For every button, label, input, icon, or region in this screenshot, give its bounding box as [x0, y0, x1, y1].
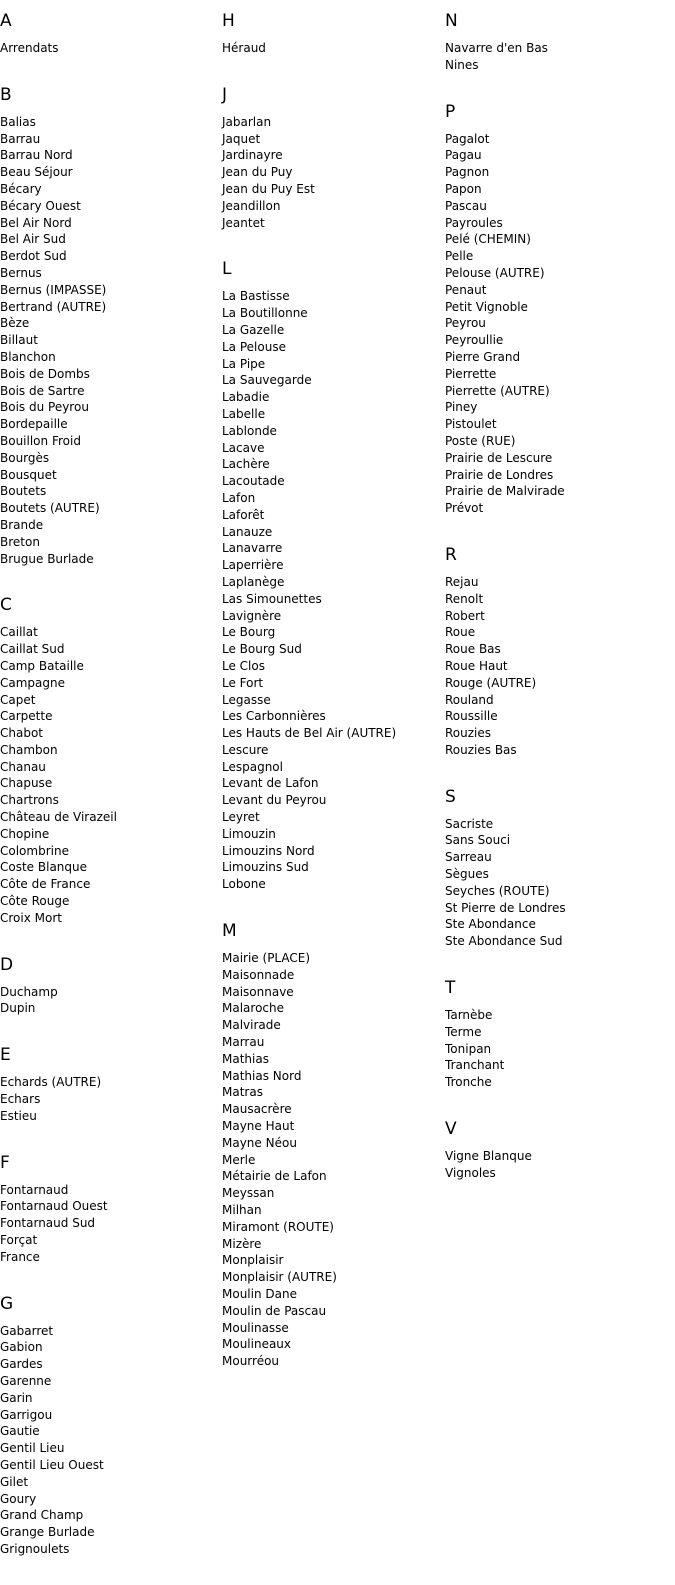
street-link[interactable]: Balias — [0, 114, 36, 129]
street-link[interactable]: Billaut — [0, 333, 38, 348]
street-link[interactable]: Chopine — [0, 826, 50, 841]
letter-section — [222, 258, 444, 893]
street-list — [222, 114, 444, 232]
letter-section — [445, 10, 667, 74]
street-link[interactable]: France — [0, 1249, 40, 1264]
street-link[interactable]: Mayne Néou — [222, 1135, 297, 1150]
street-link[interactable]: La Boutillonne — [222, 306, 308, 321]
street-list — [445, 574, 667, 759]
street-link[interactable]: Piney — [445, 400, 478, 415]
letter-section — [0, 1044, 222, 1124]
street-link[interactable]: Gabion — [0, 1340, 43, 1355]
street-link[interactable]: Château de Virazeil — [0, 810, 117, 825]
street-link[interactable]: Laforêt — [222, 507, 265, 522]
street-link[interactable]: Las Simounettes — [222, 591, 322, 606]
street-link[interactable]: Moulin de Pascau — [222, 1303, 327, 1318]
street-link[interactable]: Moulineaux — [222, 1337, 292, 1352]
street-list — [445, 131, 667, 517]
street-link[interactable]: Bousquet — [0, 467, 57, 482]
street-link[interactable]: Prévot — [445, 501, 484, 516]
letter-section — [445, 1118, 667, 1182]
street-link[interactable]: Bécary Ouest — [0, 198, 81, 213]
street-link[interactable]: Gautie — [0, 1424, 40, 1439]
street-link[interactable]: Miramont (ROUTE) — [222, 1219, 334, 1234]
street-link[interactable]: Tarnèbe — [445, 1008, 493, 1023]
street-link[interactable]: Tonipan — [445, 1041, 492, 1056]
street-link[interactable]: Sègues — [445, 867, 489, 882]
street-link[interactable]: Roue — [445, 625, 476, 640]
street-link[interactable]: Jean du Puy Est — [222, 181, 315, 196]
street-link[interactable]: Gentil Lieu — [0, 1441, 65, 1456]
letter-heading: T — [445, 978, 456, 999]
street-link[interactable]: Chapuse — [0, 776, 53, 791]
street-link[interactable]: Barrau — [0, 131, 41, 146]
street-link[interactable]: Boutets — [0, 484, 47, 499]
street-link[interactable]: Brande — [0, 517, 44, 532]
street-link[interactable]: La Sauvegarde — [222, 373, 312, 388]
street-link[interactable]: Pagnon — [445, 165, 490, 180]
street-list — [0, 40, 222, 57]
street-link[interactable]: Garrigou — [0, 1407, 53, 1422]
street-link[interactable]: Bois de Sartre — [0, 383, 85, 398]
street-link[interactable]: Fontarnaud Sud — [0, 1216, 96, 1231]
street-link[interactable]: Pelouse (AUTRE) — [445, 265, 545, 280]
street-link[interactable]: Lachère — [222, 457, 270, 472]
letter-section — [222, 84, 444, 232]
street-link[interactable]: Grange Burlade — [0, 1525, 95, 1540]
street-link[interactable]: Levant de Lafon — [222, 776, 319, 791]
street-link[interactable]: Rouge (AUTRE) — [445, 675, 537, 690]
letter-heading: A — [0, 11, 12, 31]
street-list — [222, 288, 444, 893]
street-link[interactable]: Bois de Dombs — [0, 366, 90, 381]
street-link[interactable]: Lafon — [222, 490, 256, 505]
street-link[interactable]: Mausacrère — [222, 1102, 292, 1117]
street-link[interactable]: La Gazelle — [222, 322, 285, 337]
street-link[interactable]: Pagau — [445, 148, 482, 163]
street-link[interactable]: Echars — [0, 1092, 41, 1107]
street-link[interactable]: Bouillon Froid — [0, 433, 81, 448]
street-list — [445, 40, 667, 74]
street-link[interactable]: Limouzin — [222, 826, 276, 841]
street-link[interactable]: Fontarnaud — [0, 1182, 69, 1197]
street-link[interactable]: Les Hauts de Bel Air (AUTRE) — [222, 726, 397, 741]
street-link[interactable]: Vignoles — [445, 1165, 496, 1180]
letter-section — [0, 84, 222, 568]
street-list — [0, 1182, 222, 1266]
street-link[interactable]: Lanauze — [222, 524, 273, 539]
street-link[interactable]: Le Clos — [222, 658, 265, 673]
street-link[interactable]: Rejau — [445, 574, 479, 589]
letter-heading: B — [0, 84, 12, 105]
street-link[interactable]: Terme — [445, 1024, 482, 1039]
street-link[interactable]: Ste Abondance Sud — [445, 934, 563, 949]
street-link[interactable]: Chambon — [0, 742, 58, 757]
street-link[interactable]: Arrendats — [0, 41, 59, 55]
street-link[interactable]: Chabot — [0, 726, 44, 741]
street-link[interactable]: Rouzies Bas — [445, 742, 517, 757]
street-link[interactable]: Merle — [222, 1152, 256, 1167]
street-link[interactable]: Estieu — [0, 1108, 37, 1123]
street-link[interactable]: Pierrette — [445, 366, 497, 381]
street-list — [445, 816, 667, 950]
letter-heading: E — [0, 1045, 11, 1066]
street-link[interactable]: Breton — [0, 534, 40, 549]
street-link[interactable]: Fontarnaud Ouest — [0, 1199, 108, 1214]
street-link[interactable]: Tronche — [445, 1075, 492, 1090]
street-link[interactable]: Beau Séjour — [0, 165, 73, 180]
street-link[interactable]: Pierre Grand — [445, 349, 521, 364]
street-link[interactable]: Lacoutade — [222, 474, 285, 489]
street-link[interactable]: Bourgès — [0, 450, 50, 465]
letter-heading: D — [0, 954, 14, 975]
street-link[interactable]: Maisonnade — [222, 967, 295, 982]
street-link[interactable]: Jaquet — [222, 131, 261, 146]
street-link[interactable]: Jeandillon — [222, 198, 281, 213]
letter-section — [445, 786, 667, 950]
street-link[interactable]: Bel Air Sud — [0, 232, 66, 247]
street-link[interactable]: Chanau — [0, 759, 46, 774]
street-link[interactable]: Lespagnol — [222, 759, 283, 774]
street-link[interactable]: Croix Mort — [0, 910, 62, 925]
street-link[interactable]: Mourréou — [222, 1354, 280, 1369]
street-link[interactable]: Forçat — [0, 1233, 38, 1248]
street-link[interactable]: Bordepaille — [0, 417, 68, 432]
letter-heading: R — [445, 544, 457, 565]
letter-heading: N — [445, 11, 458, 31]
street-link[interactable]: Nines — [445, 57, 479, 72]
street-link[interactable]: Matras — [222, 1085, 263, 1100]
street-list — [0, 1074, 222, 1124]
letter-section — [0, 594, 222, 926]
street-link[interactable]: Sacriste — [445, 816, 494, 831]
street-link[interactable]: Côte de France — [0, 877, 91, 892]
index-column — [0, 10, 222, 1585]
street-link[interactable]: Les Carbonnières — [222, 709, 326, 724]
street-link[interactable]: Sans Souci — [445, 833, 511, 848]
street-link[interactable]: Lablonde — [222, 423, 277, 438]
letter-section — [222, 920, 444, 1370]
street-link[interactable]: Peyroullie — [445, 333, 504, 348]
street-link[interactable]: Monplaisir — [222, 1253, 284, 1268]
street-link[interactable]: Lavignère — [222, 608, 282, 623]
street-link[interactable]: Grand Champ — [0, 1508, 84, 1523]
street-link[interactable]: Echards (AUTRE) — [0, 1075, 102, 1090]
letter-heading: G — [0, 1293, 14, 1314]
street-link[interactable]: Vigne Blanque — [445, 1149, 532, 1164]
street-link[interactable]: Lanavarre — [222, 541, 283, 556]
letter-section — [0, 1152, 222, 1266]
street-link[interactable]: Rouzies — [445, 726, 492, 741]
street-link[interactable]: Papon — [445, 181, 482, 196]
street-link[interactable]: Roussille — [445, 709, 498, 724]
street-link[interactable]: Marrau — [222, 1035, 265, 1050]
street-link[interactable]: Héraud — [222, 41, 266, 55]
street-link[interactable]: La Pipe — [222, 356, 266, 371]
street-link[interactable]: Meyssan — [222, 1186, 275, 1201]
street-link[interactable]: Caillat Sud — [0, 642, 65, 657]
street-link[interactable]: Bernus (IMPASSE) — [0, 282, 107, 297]
index-column — [445, 10, 667, 1209]
street-link[interactable]: Gabarret — [0, 1323, 54, 1338]
letter-heading: J — [222, 84, 228, 105]
street-link[interactable]: Peyrou — [445, 316, 486, 331]
street-link[interactable]: Boutets (AUTRE) — [0, 501, 100, 516]
street-link[interactable]: Pistoulet — [445, 417, 497, 432]
street-link[interactable]: Pelé (CHEMIN) — [445, 232, 531, 247]
street-link[interactable]: Blanchon — [0, 349, 56, 364]
street-link[interactable]: Chartrons — [0, 793, 59, 808]
street-link[interactable]: Maisonnave — [222, 984, 294, 999]
street-link[interactable]: Bernus — [0, 265, 42, 280]
street-link[interactable]: Legasse — [222, 692, 271, 707]
letter-heading: V — [445, 1119, 457, 1140]
street-link[interactable]: Mathias — [222, 1051, 269, 1066]
street-link[interactable]: Roue Haut — [445, 658, 508, 673]
street-link[interactable]: Bécary — [0, 181, 42, 196]
street-link[interactable]: Bois du Peyrou — [0, 400, 89, 415]
street-link[interactable]: Goury — [0, 1491, 37, 1506]
street-link[interactable]: Payroules — [445, 215, 503, 230]
street-link[interactable]: Pagalot — [445, 131, 490, 146]
street-link[interactable]: St Pierre de Londres — [445, 900, 566, 915]
street-link[interactable]: Barrau Nord — [0, 148, 73, 163]
street-link[interactable]: Laplanège — [222, 574, 285, 589]
street-link[interactable]: Coste Blanque — [0, 860, 88, 875]
street-link[interactable]: Capet — [0, 692, 36, 707]
street-link[interactable]: La Bastisse — [222, 289, 290, 304]
street-link[interactable]: Seyches (ROUTE) — [445, 883, 550, 898]
street-link[interactable]: Malaroche — [222, 1001, 284, 1016]
street-link[interactable]: Monplaisir (AUTRE) — [222, 1270, 337, 1285]
street-link[interactable]: Prairie de Malvirade — [445, 484, 565, 499]
street-link[interactable]: Milhan — [222, 1203, 262, 1218]
street-link[interactable]: Mairie (PLACE) — [222, 951, 311, 966]
street-link[interactable]: Garenne — [0, 1374, 52, 1389]
street-list — [222, 950, 444, 1370]
street-link[interactable]: Labelle — [222, 406, 266, 421]
letter-heading: S — [445, 786, 456, 807]
street-link[interactable]: Bel Air Nord — [0, 215, 72, 230]
street-link[interactable]: Jeantet — [222, 215, 265, 230]
street-link[interactable]: Duchamp — [0, 984, 58, 999]
street-link[interactable]: Petit Vignoble — [445, 299, 528, 314]
letter-heading: F — [0, 1152, 10, 1173]
street-link[interactable]: Rouland — [445, 692, 494, 707]
street-link[interactable]: Gentil Lieu Ouest — [0, 1458, 104, 1472]
street-link[interactable]: Prairie de Londres — [445, 467, 554, 482]
street-link[interactable]: Tranchant — [445, 1058, 505, 1073]
street-link[interactable]: Jardinayre — [222, 148, 283, 163]
letter-section — [445, 544, 667, 759]
street-link[interactable]: Lacave — [222, 440, 265, 455]
street-link[interactable]: Ste Abondance — [445, 917, 536, 932]
letter-heading: C — [0, 595, 12, 616]
letter-section — [0, 10, 222, 57]
street-link[interactable]: Pascau — [445, 198, 487, 213]
street-link[interactable]: Gardes — [0, 1357, 43, 1372]
street-link[interactable]: Mathias Nord — [222, 1068, 302, 1083]
street-link[interactable]: Côte Rouge — [0, 894, 70, 909]
street-link[interactable]: Colombrine — [0, 843, 69, 858]
street-link[interactable]: Mizère — [222, 1236, 262, 1251]
street-link[interactable]: Grignoulets — [0, 1541, 70, 1556]
street-link[interactable]: Gilet — [0, 1474, 29, 1489]
letter-section — [222, 10, 444, 57]
street-list — [222, 40, 444, 57]
street-link[interactable]: Bèze — [0, 316, 30, 331]
street-link[interactable]: Métairie de Lafon — [222, 1169, 327, 1184]
index-column — [222, 10, 444, 1397]
street-link[interactable]: Bertrand (AUTRE) — [0, 299, 107, 314]
street-list — [445, 1007, 667, 1091]
street-link[interactable]: Camp Bataille — [0, 658, 84, 673]
street-link[interactable]: Le Bourg — [222, 625, 276, 640]
letter-section — [0, 1293, 222, 1558]
letter-section — [445, 101, 667, 517]
street-link[interactable]: Campagne — [0, 675, 65, 690]
street-list — [0, 624, 222, 926]
street-link[interactable]: Poste (RUE) — [445, 433, 516, 448]
street-list — [445, 1148, 667, 1182]
letter-heading: L — [222, 259, 232, 280]
street-link[interactable]: Robert — [445, 608, 485, 623]
street-link[interactable]: Leyret — [222, 810, 260, 825]
street-link[interactable]: Sarreau — [445, 850, 492, 865]
street-link[interactable]: Berdot Sud — [0, 249, 67, 264]
letter-heading: P — [445, 101, 456, 122]
street-link[interactable]: Carpette — [0, 709, 53, 724]
letter-section — [0, 954, 222, 1018]
street-link[interactable]: Jean du Puy — [222, 165, 293, 180]
street-link[interactable]: Pelle — [445, 249, 474, 264]
street-link[interactable]: Labadie — [222, 390, 270, 405]
letter-heading: H — [222, 11, 235, 31]
street-link[interactable]: Lescure — [222, 742, 269, 757]
street-link[interactable]: Prairie de Lescure — [445, 450, 553, 465]
letter-section — [445, 977, 667, 1091]
street-link[interactable]: Le Bourg Sud — [222, 642, 302, 657]
street-link[interactable]: Pierrette (AUTRE) — [445, 383, 550, 398]
street-link[interactable]: La Pelouse — [222, 339, 286, 354]
street-link[interactable]: Lobone — [222, 877, 266, 892]
street-link[interactable]: Brugue Burlade — [0, 551, 94, 566]
street-link[interactable]: Levant du Peyrou — [222, 793, 327, 808]
street-link[interactable]: Limouzins Nord — [222, 843, 315, 858]
street-list — [0, 984, 222, 1018]
street-link[interactable]: Le Fort — [222, 675, 264, 690]
street-link[interactable]: Penaut — [445, 282, 487, 297]
street-link[interactable]: Caillat — [0, 625, 38, 640]
street-link[interactable]: Limouzins Sud — [222, 860, 309, 875]
street-link[interactable]: Laperrière — [222, 558, 284, 573]
street-link[interactable]: Navarre d'en Bas — [445, 41, 548, 55]
street-link[interactable]: Moulin Dane — [222, 1287, 297, 1301]
street-link[interactable]: Mayne Haut — [222, 1119, 295, 1134]
letter-heading: M — [222, 921, 237, 942]
street-link[interactable]: Roue Bas — [445, 642, 501, 657]
street-list — [0, 1323, 222, 1558]
street-list — [0, 114, 222, 568]
street-link[interactable]: Dupin — [0, 1001, 36, 1016]
street-link[interactable]: Malvirade — [222, 1018, 281, 1033]
street-link[interactable]: Jabarlan — [222, 114, 272, 129]
street-link[interactable]: Garin — [0, 1390, 33, 1405]
street-link[interactable]: Renolt — [445, 591, 484, 606]
street-link[interactable]: Moulinasse — [222, 1320, 289, 1335]
